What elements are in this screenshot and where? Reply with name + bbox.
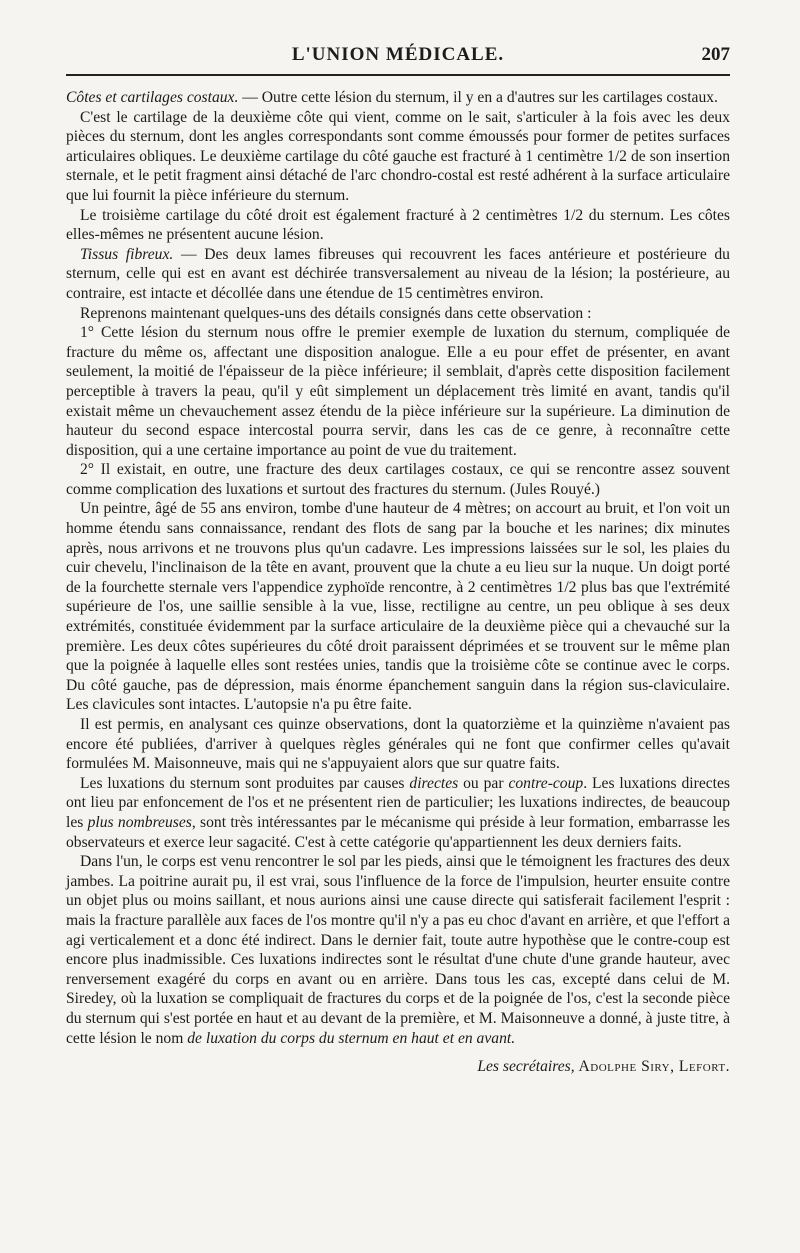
paragraph bbox=[66, 715, 730, 774]
paragraph-text: Il est permis, en analysant ces quinze observations, dont la quatorzième et la quinzième n'avaient pas encore été publiées, d'arriver à quelques règles générales qui ne font que confirmer celles qu'avait formulées M. Maisonneuve, mais qui ne s'appuyaient alors que sur quatre faits. bbox=[66, 716, 730, 773]
italic-phrase: plus nombreuses bbox=[87, 813, 192, 831]
italic-phrase: de luxation du corps du sternum en haut et en avant. bbox=[187, 1029, 516, 1047]
paragraph-text: Reprenons maintenant quelques-uns des détails consignés dans cette observation : bbox=[80, 304, 592, 322]
section-lead: Tissus fibreux. bbox=[80, 245, 174, 263]
paragraph bbox=[66, 88, 730, 108]
paragraph bbox=[66, 108, 730, 206]
text-run: Les luxations du sternum sont produites par causes bbox=[80, 774, 410, 792]
paragraph bbox=[66, 774, 730, 852]
header-rule bbox=[66, 74, 730, 76]
paragraph bbox=[66, 206, 730, 245]
paragraph-text: 2° Il existait, en outre, une fracture des deux cartilages costaux, ce qui se rencontre assez souvent comme complication des luxations et surtout des fractures du sternum. (Jules Rouyé.) bbox=[66, 461, 730, 498]
text-run: , sont très intéressantes par le mécanisme qui préside à leur formation, embarrasse les observateurs et exerce leur sagacité. C'est à cette catégorie qu'appartiennent les deux derniers faits. bbox=[66, 813, 730, 851]
section-lead: Côtes et cartilages costaux. bbox=[66, 89, 239, 106]
signature bbox=[66, 1058, 730, 1076]
paragraph-text: Le troisième cartilage du côté droit est également fracturé à 2 centimètres 1/2 du sternum. Les côtes elles-mêmes ne présentent aucune lésion. bbox=[66, 206, 730, 244]
paragraph bbox=[66, 460, 730, 499]
paragraph bbox=[66, 852, 730, 1048]
paragraph-text: Un peintre, âgé de 55 ans environ, tombe d'une hauteur de 4 mètres; on accourt au bruit, et l'on voit un homme étendu sans connaissance, rendant des flots de sang par la bouche et les narines; dix minutes après, nous arrivons et ne trouvons plus qu'un cadavre. Les impressions laissées sur le sol, les plaies du cuir chevelu, l'inclinaison de la tête en avant, prouvent que la chute a eu lieu sur la nuque. Un doigt porté de la fourchette sternale vers l'appendice zyphoïde rencontre, à 2 centimètres 1/2 plus bas que l'extrémité supérieure de l'os, une saillie sensible à la vue, lisse, rectiligne au centre, un peu oblique à ses deux extrémités, constituée évidemment par la surface articulaire de la deuxième pièce qui a chevauché sur la première. Les deux côtes supérieures du côté droit paraissent déprimées et se trouvent sur le même plan que la poignée à laquelle elles sont restées unies, tandis que la troisième côte se continue avec le corps. Du côté gauche, pas de dépression, mais énorme épanchement sanguin dans la région sus-claviculaire. Les clavicules sont intactes. L'autopsie n'a pu être faite. bbox=[66, 500, 730, 714]
text-run: ou par bbox=[458, 774, 509, 792]
italic-phrase: contre-coup bbox=[508, 774, 584, 792]
paragraph bbox=[66, 245, 730, 304]
italic-phrase: directes bbox=[409, 774, 459, 792]
signature-prefix: Les secrétaires, bbox=[477, 1058, 575, 1076]
text-run: Dans l'un, le corps est venu rencontrer le sol par les pieds, ainsi que le témoignent les fractures des deux jambes. La poitrine aurait pu, il est vrai, sous l'influence de la force de l'impulsion, heurter ensuite contre un objet plus ou moins saillant, et nous aurions ainsi une cause directe qui satisferait facilement l'esprit : mais la fracture parallèle aux faces de l'os montre qu'il n'y a pas eu choc d'avant en arrière, et que l'effort a agi verticalement et a donc été indirect. Dans le dernier fait, toute autre hypothèse que le contre-coup est encore plus inadmissible. Ces luxations indirectes sont le résultat d'une chute d'une grande hauteur, avec renversement exagéré du corps en avant ou en arrière. Dans tous les cas, excepté dans celui de M. Siredey, où la luxation se compliquait de fractures du corps et de la poignée de l'os, c'est la seconde pièce du sternum qui s'est portée en haut et au devant de la première, et M. Maisonneuve a donné, à juste titre, à cette lésion le nom bbox=[66, 853, 730, 1047]
page-header bbox=[66, 44, 730, 74]
page-number: 207 bbox=[701, 44, 730, 65]
article-body bbox=[66, 88, 730, 1048]
paragraph-text: — Outre cette lésion du sternum, il y en a d'autres sur les cartilages costaux. bbox=[238, 89, 718, 106]
paragraph bbox=[66, 323, 730, 460]
paragraph bbox=[66, 304, 730, 324]
paragraph-text: — Des deux lames fibreuses qui recouvrent les faces antérieure et postérieure du sternum, celle qui est en avant est déchirée transversalement au niveau de la lésion; la postérieure, au contraire, est intacte et décollée dans une étendue de 15 centimètres environ. bbox=[66, 245, 730, 302]
signature-names: Adolphe Siry, Lefort. bbox=[578, 1058, 730, 1076]
text-run: . Les luxations directes ont lieu par enfoncement de l'os et ne présentent rien de particulier; les luxations indirectes, de beaucoup les bbox=[66, 774, 730, 831]
paragraph-text: 1° Cette lésion du sternum nous offre le premier exemple de luxation du sternum, compliquée de fracture du même os, affectant une disposition analogue. Elle a eu pour effet de présenter, en avant seulement, la moitié de l'épaisseur de la pièce inférieure; il semblait, d'après cette disposition facilement perceptible à travers la peau, qu'il y eût simplement un déplacement très limité en avant, tandis qu'il existait même un chevauchement assez étendu de la pièce inférieure sur la supérieure. La diminution de hauteur du second espace intercostal pourra servir, dans les cas de ce genre, à reconnaître cette disposition, qui a une certaine importance au point de vue du traitement. bbox=[66, 324, 730, 459]
running-title: L'UNION MÉDICALE. bbox=[291, 44, 505, 65]
paragraph-text: C'est le cartilage de la deuxième côte qui vient, comme on le sait, s'articuler à la fois avec les deux pièces du sternum, dont les angles correspondants sont comme émoussés pour former de petites surfaces articulaires obliques. Le deuxième cartilage du côté gauche est fracturé à 1 centimètre 1/2 de son insertion sternale, et le petit fragment ainsi détaché de l'arc chondro-costal est resté adhérent à la surface articulaire que lui fournit la pièce inférieure du sternum. bbox=[66, 108, 730, 204]
paragraph bbox=[66, 499, 730, 715]
